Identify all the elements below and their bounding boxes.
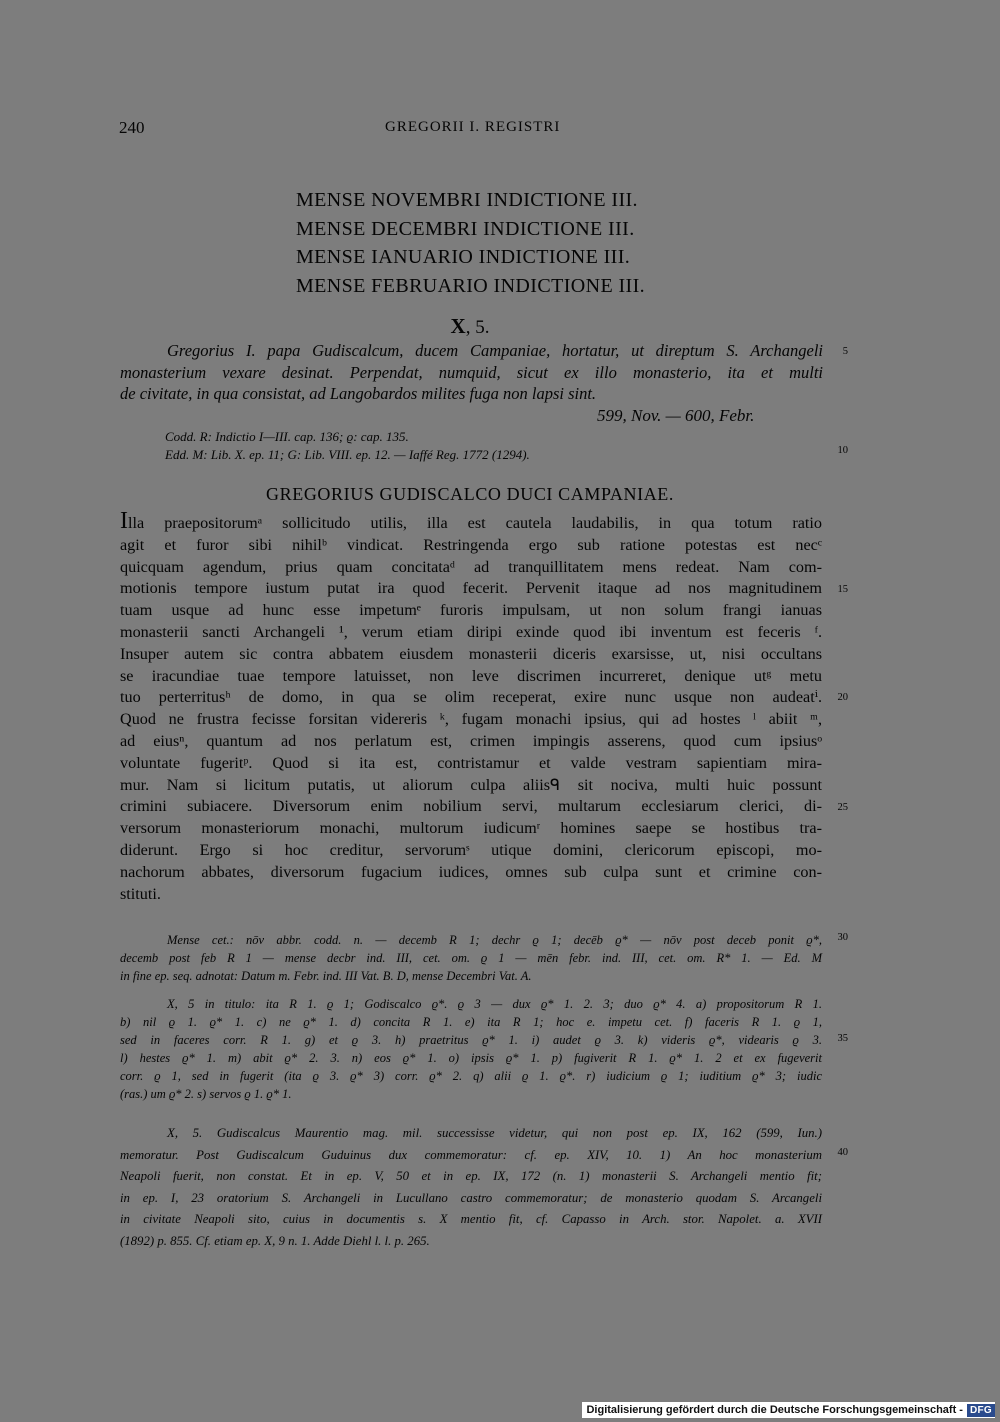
- margin-line-number: 30: [837, 932, 848, 943]
- editions-line: Edd. M: Lib. X. ep. 11; G: Lib. VIII. ep. 12. — Iaffé Reg. 1772 (1294).: [165, 447, 530, 462]
- body-line: quicquam agendum, prius quam concitataᵈ ad tranquillitatem mens redeat. Nam com-: [120, 557, 822, 576]
- month-title: MENSE FEBRUARIO INDICTIONE III.: [296, 274, 646, 297]
- note-line: memoratur. Post Gudiscalcum Guduinus dux commemoratur: cf. ep. XIV, 10. 1) An hoc monasterium: [120, 1147, 822, 1162]
- note-line: Neapoli fuerit, non constat. Et in ep. V, 50 et in ep. IX, 172 (n. 1) monasterii S. Archangeli mentio fit;: [120, 1169, 822, 1184]
- document-number-bold: X: [450, 314, 466, 338]
- apparatus-line: l) hestes ϱ* 1. m) abit ϱ* 2. 3. n) eos ϱ* 1. o) ipsis ϱ* 1. p) fugiverit R 1. ϱ* 1. 2 et ex fugeverit: [120, 1051, 822, 1065]
- body-line: tuo perterritusʰ de domo, in qua se olim receperat, exire nunc usque non audeatⁱ.: [120, 688, 822, 707]
- page-number: 240: [119, 118, 145, 137]
- regest: [120, 340, 823, 405]
- margin-line-number: 5: [842, 346, 848, 357]
- document-number: [0, 314, 940, 339]
- body-line: agit et furor sibi nihilᵇ vindicat. Restringenda ergo sub ratione potestas est necᶜ: [120, 535, 822, 554]
- margin-line-number: 10: [837, 445, 848, 456]
- body-line: motionis tempore iustum putat ira quod fecerit. Pervenit itaque ad nos magnitudinem: [120, 579, 822, 598]
- apparatus-line: corr. ϱ 1, sed in fugerit (ita ϱ 3. ϱ* 3) corr. ϱ* 2. q) alii ϱ 1. ϱ*. r) iudicium ϱ 1; iuditium ϱ* 3; iudic: [120, 1069, 822, 1083]
- margin-line-number: 25: [837, 802, 848, 813]
- codices-editions: [165, 428, 530, 464]
- footer-text: Digitalisierung gefördert durch die Deutsche Forschungsgemeinschaft -: [586, 1404, 963, 1416]
- digitization-footer: [582, 1402, 995, 1418]
- note-line: in ep. I, 23 oratorium S. Archangeli in Lucullano castro commemoratur; de monasterio quodam S. Arcangeli: [120, 1190, 822, 1205]
- body-line: ad eiusⁿ, quantum ad nos perlatum est, crimen impingis asserens, quod cum ipsiusᵒ: [120, 731, 822, 750]
- margin-line-number: 40: [837, 1147, 848, 1158]
- apparatus-titles: [120, 931, 822, 985]
- apparatus-line: in fine ep. seq. adnotat: Datum m. Febr. ind. III Vat. B. D, mense Decembri Vat. A.: [120, 969, 532, 983]
- margin-line-number: 20: [837, 692, 848, 703]
- apparatus-line: decemb post feb R 1 — mense decbr ind. III, cet. om. ϱ 1 — mēn febr. ind. III, cet. om. R* 1. — Ed. M: [120, 951, 822, 965]
- body-line: stituti.: [120, 884, 161, 903]
- apparatus-line: (ras.) um ϱ* 2. s) servos ϱ 1. ϱ* 1.: [120, 1087, 292, 1101]
- apparatus-variants: [120, 995, 822, 1103]
- document-number-rest: , 5.: [465, 317, 490, 338]
- month-titles: [296, 186, 645, 300]
- apparatus-line: Mense cet.: nōv abbr. codd. n. — decemb R 1; dechr ϱ 1; decēb ϱ* — nōv post deceb ponit ϱ*,: [167, 933, 822, 947]
- letter-address: GREGORIUS GUDISCALCO DUCI CAMPANIAE.: [266, 484, 674, 504]
- document-date: 599, Nov. — 600, Febr.: [597, 406, 755, 425]
- body-line: Insuper autem sic contra abbatem eiusdem monasterii diceris exarsisse, ut, nisi occultans: [120, 644, 822, 663]
- body-line: crimini subiacere. Diversorum enim nobilium servi, multarum ecclesiarum clerici, di-: [120, 797, 822, 816]
- letter-body: [120, 508, 822, 905]
- month-title: MENSE IANUARIO INDICTIONE III.: [296, 246, 631, 268]
- codices-line: Codd. R: Indictio I—III. cap. 136; ϱ: cap. 135.: [165, 429, 409, 444]
- regest-line: Gregorius I. papa Gudiscalcum, ducem Campaniae, hortatur, ut direptum S. Archangeli: [167, 341, 823, 360]
- apparatus-line: sed in faceres corr. R 1. g) et ϱ 3. h) praetritus ϱ* 1. i) audet ϱ 3. k) videris ϱ*, videaris ϱ 3.: [120, 1033, 822, 1047]
- month-title: MENSE DECEMBRI INDICTIONE III.: [296, 217, 635, 240]
- regest-line: de civitate, in qua consistat, ad Langobardos milites fuga non lapsi sint.: [120, 384, 597, 403]
- body-line: Quod ne frustra fecisse forsitan videreris ᵏ, fugam monachi ipsius, qui ad hostes ˡ abiit ᵐ,: [120, 710, 822, 729]
- dfg-logo: DFG: [967, 1404, 995, 1417]
- body-line: versorum monasteriorum monachi, multorum iudicumʳ homines saepe se hostibus tra-: [120, 819, 822, 838]
- note-line: (1892) p. 855. Cf. etiam ep. X, 9 n. 1. Adde Diehl l. l. p. 265.: [120, 1233, 430, 1248]
- regest-line: monasterium vexare desinat. Perpendat, numquid, sicut ex illo monasterio, ita et multi: [120, 362, 823, 382]
- note-line: X, 5. Gudiscalcus Maurentio mag. mil. successisse videtur, qui non post ep. IX, 162 (599, Iun.): [167, 1126, 822, 1140]
- apparatus-line: b) nil ϱ 1. ϱ* 1. c) ne ϱ* 1. d) concita R 1. e) ita R 1; hoc e. impetu cet. f) faceris R 1. ϱ 1,: [120, 1015, 822, 1029]
- body-line: diderunt. Ergo si hoc creditur, servorumˢ utique domini, clericorum episcopi, mo-: [120, 840, 822, 859]
- apparatus-line: X, 5 in titulo: ita R 1. ϱ 1; Godiscalco ϱ*. ϱ 3 — dux ϱ* 1. 2. 3; duo ϱ* 4. a) propositorum R 1.: [167, 997, 822, 1011]
- note-line: in civitate Neapoli sito, cuius in documentis s. X mentio fit, cf. Capasso in Arch. stor. Napolet. a. XVII: [120, 1212, 822, 1227]
- body-line: mur. Nam si licitum putatis, ut aliorum culpa aliisᑫ sit nociva, multi huic possunt: [120, 775, 822, 794]
- body-line: Illa praepositorumᵃ sollicitudo utilis, illa est cautela laudabilis, in qua totum ratio: [120, 508, 822, 534]
- running-title: GREGORII I. REGISTRI: [385, 119, 561, 135]
- body-line: voluntate fugeritᵖ. Quod si ita est, contristamur et valde vestram sapientiam mira-: [120, 753, 822, 772]
- body-line: se iracundiae tuae tempore latuisset, non leve discrimen incurreret, denique utᵍ metu: [120, 666, 822, 685]
- margin-line-number: 35: [837, 1033, 848, 1044]
- body-line: monasterii sancti Archangeli ¹, verum etiam diripi exinde quod ibi inventum est feceris ᶠ.: [120, 622, 822, 641]
- margin-line-number: 15: [837, 584, 848, 595]
- body-line: tuam usque ad hunc esse impetumᵉ furoris impulsam, ut non solum frangi ianuas: [120, 601, 822, 620]
- body-line: nachorum abbates, diversorum fugacium iudices, omnes sub culpa sunt et crimine con-: [120, 862, 822, 881]
- month-title: MENSE NOVEMBRI INDICTIONE III.: [296, 189, 638, 211]
- commentary-notes: [120, 1123, 822, 1253]
